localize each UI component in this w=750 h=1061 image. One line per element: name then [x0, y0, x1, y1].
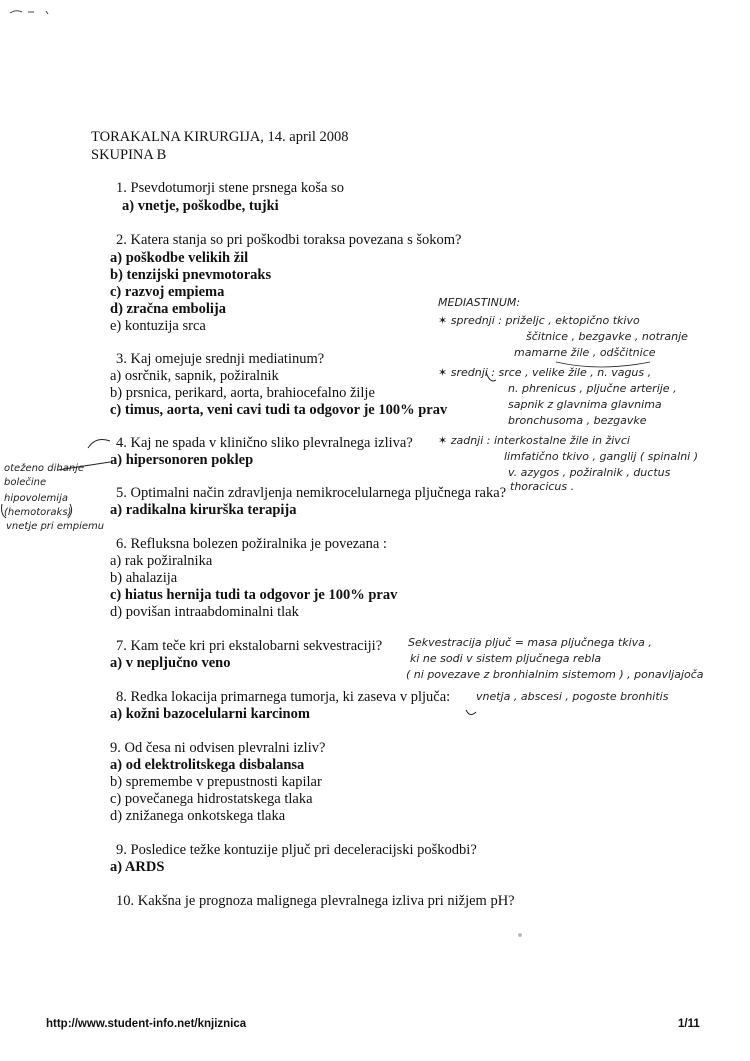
answer-option: b) spremembe v prepustnosti kapilar [110, 774, 322, 790]
answer-option: b) tenzijski pnevmotoraks [110, 267, 272, 283]
handwritten-note: (hemotoraks) [4, 507, 72, 518]
answer-option: a) od elektrolitskega disbalansa [110, 757, 305, 773]
handwritten-note: sapnik z glavnima glavnima [508, 398, 662, 411]
answer-option: b) prsnica, perikard, aorta, brahiocefalno žilje [110, 385, 375, 401]
handwritten-note: Sekvestracija pljuč = masa pljučnega tkiva , [408, 636, 652, 649]
handwritten-note: limfatično tkivo , ganglij ( spinalni ) [504, 450, 699, 463]
handwritten-note: oteženo dihanje [4, 463, 85, 474]
handwritten-note: vnetja , abscesi , pogoste bronhitis [476, 690, 669, 703]
handwritten-note: ščitnice , bezgavke , notranje [526, 330, 688, 343]
handwritten-note: n. phrenicus , pljučne arterije , [508, 382, 677, 395]
handwritten-note: v. azygos , požiralnik , ductus [508, 466, 671, 479]
handwritten-note: ( ni povezave z bronhialnim sistemom ) , ponavljajoča [406, 668, 704, 681]
answer-option: a) ARDS [110, 859, 165, 875]
question-text: 7. Kam teče kri pri ekstalobarni sekvestraciji? [116, 638, 383, 654]
answer-option: e) kontuzija srca [110, 318, 206, 334]
handwritten-note: bronchusoma , bezgavke [508, 414, 647, 427]
handwritten-note: ✶ srednji : srce , velike žile , n. vagus , [438, 366, 652, 379]
answer-option: c) hiatus hernija tudi ta odgovor je 100% prav [110, 587, 398, 603]
answer-option: a) vnetje, poškodbe, tujki [122, 198, 279, 214]
answer-option: a) radikalna kirurška terapija [110, 502, 297, 518]
answer-option: a) kožni bazocelularni karcinom [110, 706, 310, 722]
handwritten-note: ✶ zadnji : interkostalne žile in živci [438, 434, 630, 447]
answer-option: c) razvoj empiema [110, 284, 225, 300]
answer-option: a) poškodbe velikih žil [110, 250, 249, 266]
question-text: 2. Katera stanja so pri poškodbi toraksa povezana s šokom? [116, 232, 462, 248]
handwritten-note: ki ne sodi v sistem pljučnega rebla [410, 652, 602, 665]
question-text: 10. Kakšna je prognoza malignega plevralnega izliva pri nižjem pH? [116, 893, 515, 909]
answer-option: d) znižanega onkotskega tlaka [110, 808, 286, 824]
handwritten-note: MEDIASTINUM: [438, 296, 521, 309]
handwritten-note: mamarne žile , odščitnice [514, 346, 656, 359]
answer-option: a) hipersonoren poklep [110, 452, 254, 468]
question-text: 5. Optimalni način zdravljenja nemikrocelularnega pljučnega raka? [116, 485, 507, 501]
answer-option: d) povišan intraabdominalni tlak [110, 604, 299, 620]
question-text: 8. Redka lokacija primarnega tumorja, ki zaseva v pljuča: [116, 689, 451, 705]
answer-option: a) osrčnik, sapnik, požiralnik [110, 368, 279, 384]
page-number: 1/11 [678, 1018, 700, 1030]
question-text: 9. Od česa ni odvisen plevralni izliv? [110, 740, 326, 756]
question-text: 4. Kaj ne spada v klinično sliko plevralnega izliva? [116, 435, 413, 451]
exam-title: TORAKALNA KIRURGIJA, 14. april 2008 [91, 129, 349, 145]
exam-group: SKUPINA B [91, 147, 167, 163]
footer-url: http://www.student-info.net/knjiznica [46, 1018, 247, 1030]
answer-option: c) timus, aorta, veni cavi tudi ta odgovor je 100% prav [110, 402, 448, 418]
handwritten-note: thoracicus . [510, 480, 575, 493]
handwritten-note: bolečine [4, 477, 47, 488]
question-text: 3. Kaj omejuje srednji mediatinum? [116, 351, 325, 367]
handwritten-note: hipovolemija [4, 493, 68, 504]
question-text: 1. Psevdotumorji stene prsnega koša so [116, 180, 344, 196]
question-text: 6. Refluksna bolezen požiralnika je povezana : [116, 536, 387, 552]
question-text: 9. Posledice težke kontuzije pljuč pri deceleracijski poškodbi? [116, 842, 477, 858]
answer-option: d) zračna embolija [110, 301, 226, 317]
handwritten-note: ✶ sprednji : priželjc , ektopično tkivo [438, 314, 640, 327]
answer-option: a) rak požiralnika [110, 553, 213, 569]
answer-option: a) v nepljučno veno [110, 655, 231, 671]
handwritten-note: vnetje pri empiemu [6, 521, 105, 532]
answer-option: b) ahalazija [110, 570, 178, 586]
answer-option: c) povečanega hidrostatskega tlaka [110, 791, 313, 807]
